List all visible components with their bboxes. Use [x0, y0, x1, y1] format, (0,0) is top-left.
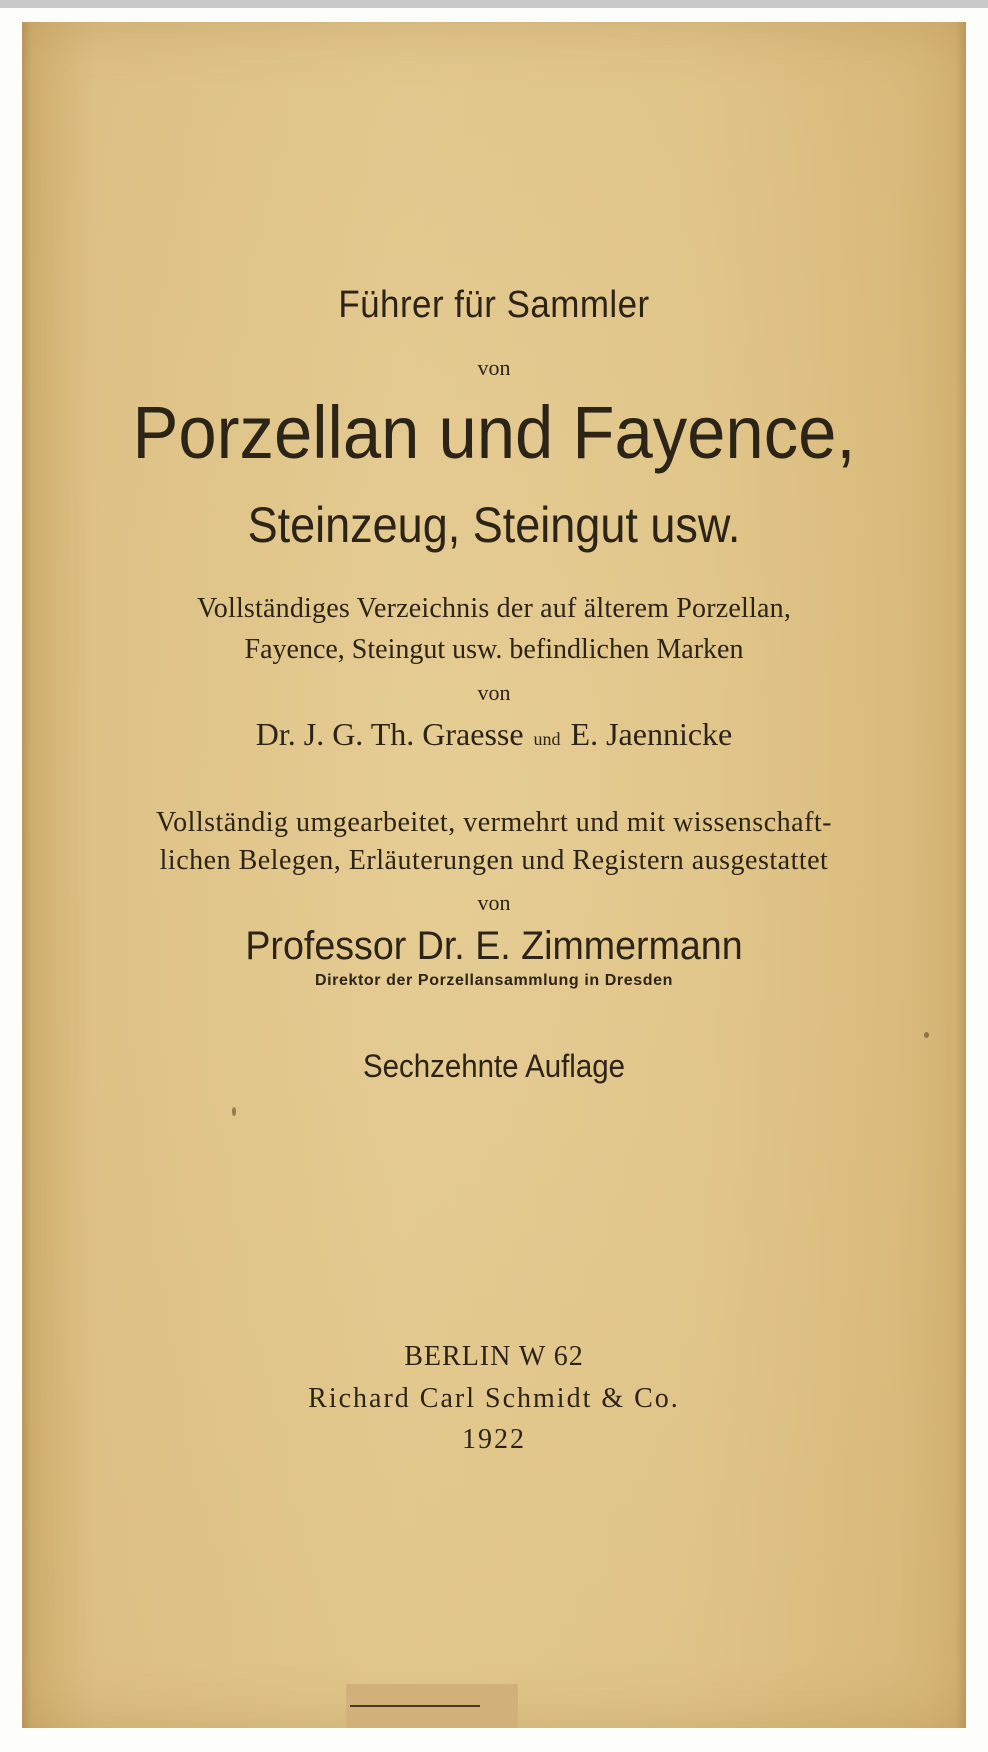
editor-position: Direktor der Porzellansammlung in Dresden [314, 972, 674, 989]
edition-statement: Sechzehnte Auflage [363, 1048, 625, 1084]
book-title-page [22, 22, 966, 1728]
von-line-3: von [477, 890, 511, 915]
imprint-year: 1922 [462, 1424, 526, 1455]
von-line-1: von [477, 355, 511, 380]
scanner-edge-strip [0, 0, 988, 8]
main-title: Porzellan und Fayence, [132, 391, 856, 474]
editor-name: Professor Dr. E. Zimmermann [245, 924, 743, 968]
description-line-1: Vollständiges Verzeichnis der auf älterem Porzellan, [196, 593, 792, 624]
author-joiner: und [533, 729, 561, 749]
imprint-publisher: Richard Carl Schmidt & Co. [308, 1383, 680, 1414]
von-line-2: von [477, 680, 511, 705]
author-1: Dr. J. G. Th. Graesse [255, 716, 524, 752]
subtitle: Steinzeug, Steingut usw. [247, 497, 741, 553]
revision-line-2: lichen Belegen, Erläuterungen und Registern ausgestattet [159, 845, 829, 876]
authors-line [22, 716, 966, 753]
library-label-rule [350, 1705, 480, 1707]
series-title: Führer für Sammler [338, 284, 650, 326]
ink-speck [924, 1032, 929, 1038]
description-line-2: Fayence, Steingut usw. befindlichen Marken [244, 634, 744, 665]
imprint-place: BERLIN W 62 [404, 1341, 584, 1372]
ink-speck [232, 1107, 236, 1116]
revision-line-1: Vollständig umgearbeitet, vermehrt und mit wissenschaft- [155, 807, 832, 838]
author-2: E. Jaennicke [570, 716, 733, 752]
